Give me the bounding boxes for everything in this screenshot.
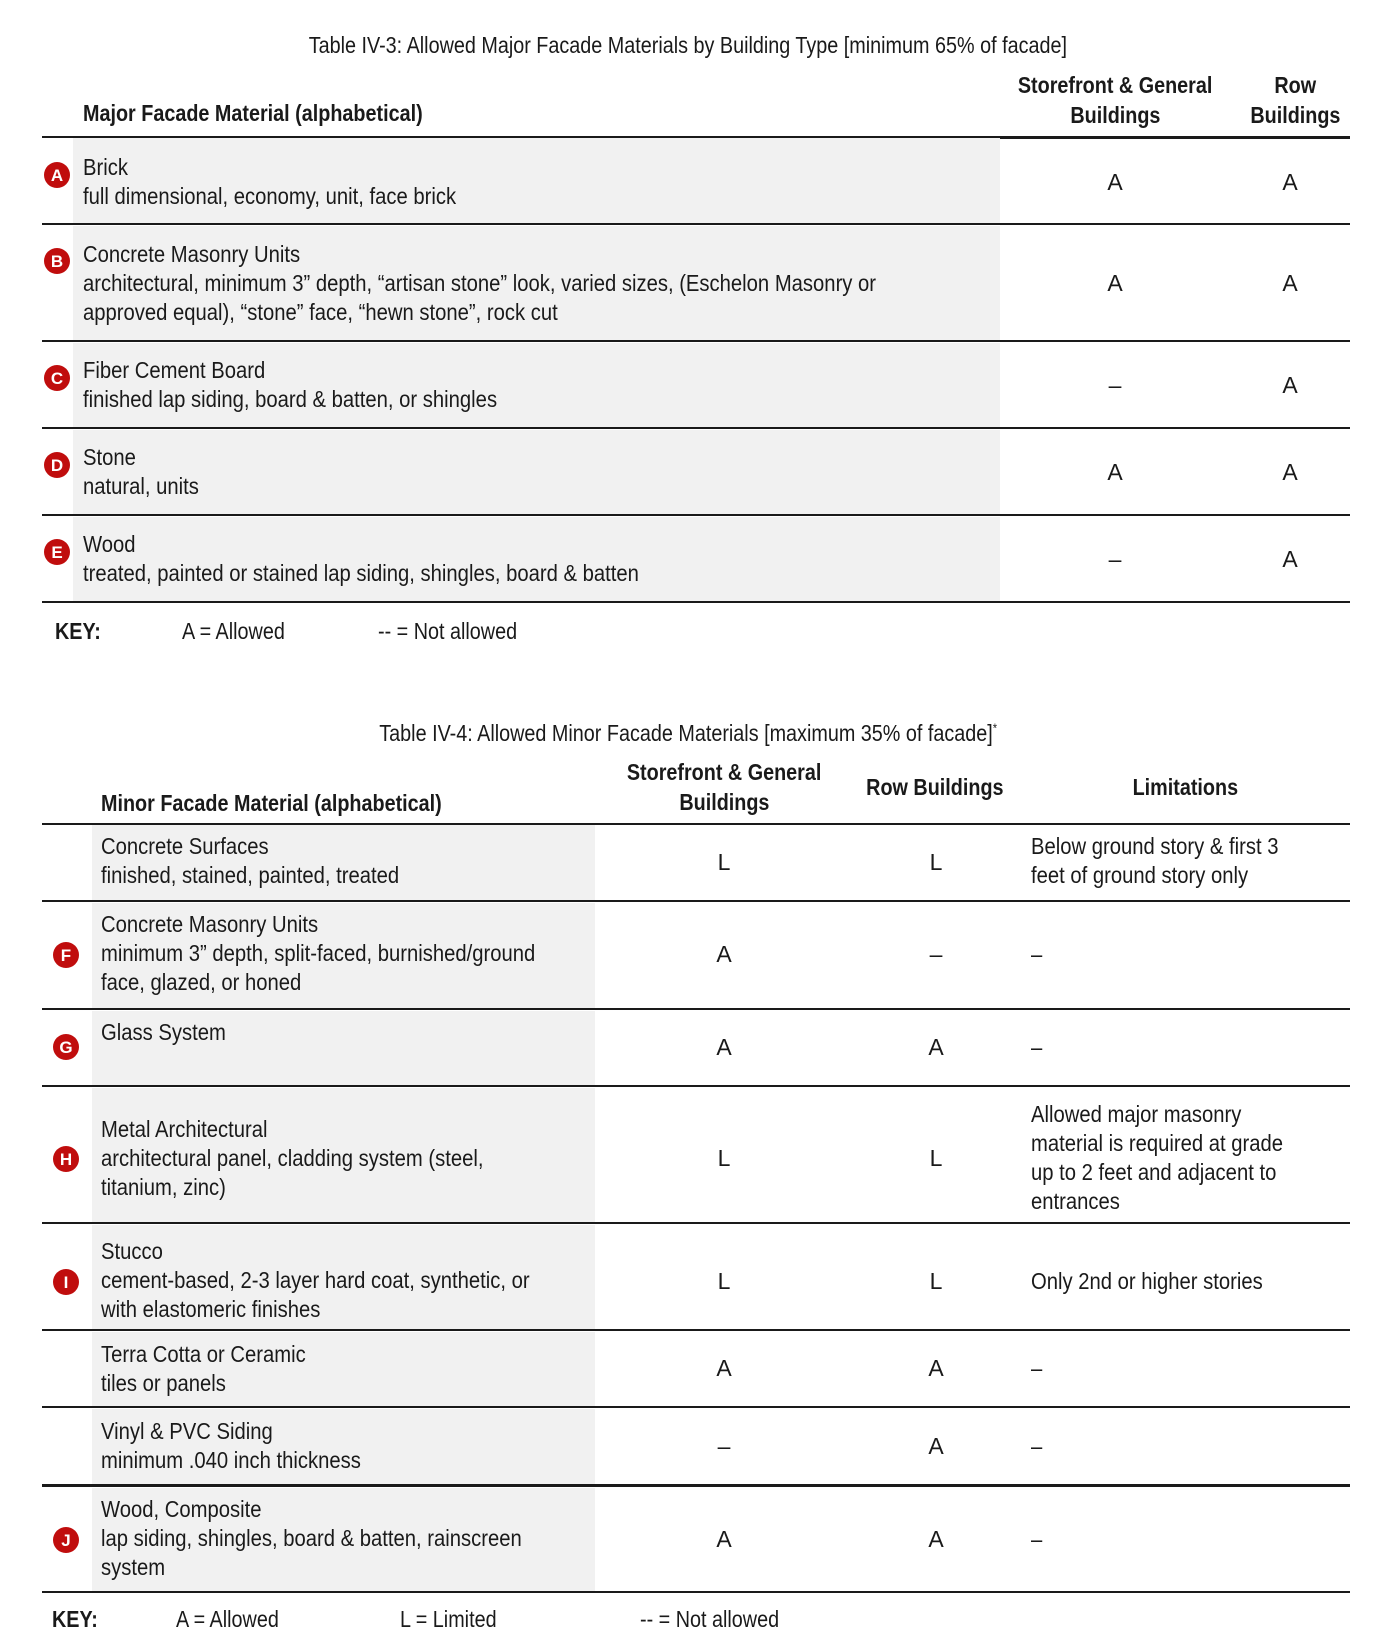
- limitation-text: Below ground story & first 3: [1031, 833, 1279, 859]
- caption-main: Table IV-4: Allowed Minor Facade Materials [maximum 35% of facade]: [379, 720, 993, 746]
- divider: [42, 223, 1350, 225]
- material-cell: [83, 240, 984, 327]
- storefront-value: A: [1107, 270, 1123, 296]
- key-allowed-text: A = Allowed: [176, 1606, 279, 1632]
- divider: [42, 1484, 1350, 1487]
- material-name: Stucco: [101, 1238, 163, 1264]
- storefront-value: L: [717, 1268, 731, 1294]
- header-text: Minor Facade Material (alphabetical): [101, 790, 442, 816]
- material-desc: with elastomeric finishes: [101, 1296, 321, 1322]
- badge-i-icon: I: [53, 1269, 79, 1295]
- column-header-limitations: [1090, 772, 1280, 802]
- material-desc: treated, painted or stained lap siding, shingles, board & batten: [83, 560, 639, 586]
- row-value: A: [928, 1034, 944, 1060]
- divider: [42, 1008, 1350, 1010]
- column-header-storefront: [975, 70, 1255, 130]
- divider: [42, 1406, 1350, 1408]
- limitations-cell: [1031, 1432, 1044, 1461]
- row-value: A: [928, 1526, 944, 1552]
- storefront-value: L: [717, 849, 731, 875]
- material-name: Glass System: [101, 1019, 226, 1045]
- limitations-cell: [1031, 1033, 1044, 1062]
- key-not-allowed-text: -- = Not allowed: [640, 1606, 780, 1632]
- key-allowed: [182, 617, 302, 646]
- limitations-cell: [1031, 1354, 1044, 1383]
- header-text: Storefront & General: [626, 759, 822, 785]
- limitations-cell: [1031, 940, 1044, 969]
- header-text: Row: [1274, 72, 1316, 98]
- row-value: –: [929, 941, 943, 967]
- header-text: Major Facade Material (alphabetical): [83, 100, 423, 126]
- material-cell: [101, 1115, 536, 1202]
- material-name: Concrete Surfaces: [101, 833, 269, 859]
- material-cell: [83, 530, 715, 588]
- storefront-value: –: [1108, 546, 1122, 572]
- limitation-text: –: [1031, 1526, 1043, 1552]
- row-value: A: [1282, 270, 1298, 296]
- limitation-text: Allowed major masonry: [1031, 1101, 1242, 1127]
- material-desc: minimum .040 inch thickness: [101, 1447, 361, 1473]
- key-allowed-text: A = Allowed: [182, 618, 285, 644]
- badge-j-icon: J: [53, 1527, 79, 1553]
- material-desc: natural, units: [83, 473, 199, 499]
- material-name: Stone: [83, 444, 136, 470]
- limitation-text: feet of ground story only: [1031, 862, 1249, 888]
- divider: [1000, 136, 1350, 139]
- material-desc: system: [101, 1554, 166, 1580]
- divider: [42, 514, 1350, 516]
- limitation-text: Only 2nd or higher stories: [1031, 1268, 1263, 1294]
- material-name: Terra Cotta or Ceramic: [101, 1341, 306, 1367]
- column-header-material: [83, 98, 478, 128]
- row-value: A: [1282, 169, 1298, 195]
- badge-g-icon: G: [53, 1034, 79, 1060]
- row-value: A: [928, 1433, 944, 1459]
- storefront-value: L: [717, 1145, 731, 1171]
- material-desc: minimum 3” depth, split-faced, burnished/ground: [101, 940, 536, 966]
- divider: [42, 136, 1000, 138]
- header-text: Limitations: [1132, 774, 1238, 800]
- material-cell: [83, 153, 507, 211]
- badge-d-icon: D: [44, 452, 70, 478]
- column-header-storefront: [584, 757, 864, 817]
- header-text: Buildings: [678, 789, 770, 815]
- badge-f-icon: F: [53, 942, 79, 968]
- material-desc: titanium, zinc): [101, 1174, 226, 1200]
- row-value: L: [929, 1268, 943, 1294]
- limitation-text: up to 2 feet and adjacent to: [1031, 1159, 1277, 1185]
- key-not-allowed: [378, 617, 540, 646]
- material-desc: cement-based, 2-3 layer hard coat, synthetic, or: [101, 1267, 530, 1293]
- material-cell: [83, 356, 554, 414]
- column-header-material: [101, 788, 497, 818]
- divider: [42, 340, 1350, 342]
- caption-footnote-mark: *: [992, 720, 997, 736]
- header-text: Row Buildings: [866, 774, 1004, 800]
- row-value: A: [1282, 459, 1298, 485]
- storefront-value: A: [1107, 169, 1123, 195]
- material-name: Brick: [83, 154, 128, 180]
- storefront-value: A: [716, 941, 732, 967]
- divider: [42, 601, 1350, 603]
- limitation-text: –: [1031, 1355, 1043, 1381]
- material-name: Concrete Masonry Units: [83, 241, 301, 267]
- divider: [42, 1591, 1350, 1593]
- storefront-value: –: [1108, 372, 1122, 398]
- limitations-cell: [1031, 1267, 1294, 1296]
- divider: [42, 427, 1350, 429]
- key-limited: [400, 1605, 512, 1634]
- row-value: A: [1282, 372, 1298, 398]
- column-header-row: [1230, 70, 1360, 130]
- material-desc: architectural, minimum 3” depth, “artisan stone” look, varied sizes, (Eschelon Masonry or: [83, 270, 877, 296]
- material-name: Vinyl & PVC Siding: [101, 1418, 273, 1444]
- material-name: Fiber Cement Board: [83, 357, 266, 383]
- key-label-text: KEY:: [52, 1606, 98, 1632]
- material-cell: [101, 1018, 243, 1047]
- limitation-text: material is required at grade: [1031, 1130, 1284, 1156]
- material-cell: [101, 1495, 579, 1582]
- divider: [42, 1222, 1350, 1224]
- column-header-row: [840, 772, 1030, 802]
- header-text: Buildings: [1249, 102, 1341, 128]
- material-desc: architectural panel, cladding system (steel,: [101, 1145, 484, 1171]
- storefront-value: A: [716, 1355, 732, 1381]
- table-caption: [0, 720, 1376, 747]
- key-label: [55, 617, 108, 646]
- material-name: Wood: [83, 531, 136, 557]
- limitation-text: –: [1031, 1034, 1043, 1060]
- header-text: Storefront & General: [1017, 72, 1213, 98]
- key-limited-text: L = Limited: [400, 1606, 497, 1632]
- material-cell: [83, 443, 215, 501]
- table-caption: [0, 32, 1376, 59]
- material-desc: lap siding, shingles, board & batten, rainscreen: [101, 1525, 522, 1551]
- key-not-allowed: [640, 1605, 802, 1634]
- material-desc: tiles or panels: [101, 1370, 226, 1396]
- badge-e-icon: E: [44, 539, 70, 565]
- material-name: Metal Architectural: [101, 1116, 268, 1142]
- badge-a-icon: A: [44, 162, 70, 188]
- material-desc: face, glazed, or honed: [101, 969, 302, 995]
- material-cell: [101, 1237, 588, 1324]
- key-label: [52, 1605, 105, 1634]
- divider: [42, 823, 1350, 825]
- material-cell: [101, 910, 594, 997]
- material-cell: [101, 1417, 396, 1475]
- limitations-cell: [1031, 1525, 1044, 1554]
- badge-c-icon: C: [44, 365, 70, 391]
- divider: [42, 900, 1350, 902]
- limitations-cell: [1031, 1100, 1317, 1216]
- material-name: Wood, Composite: [101, 1496, 262, 1522]
- storefront-value: –: [717, 1433, 731, 1459]
- limitation-text: entrances: [1031, 1188, 1120, 1214]
- material-cell: [101, 832, 440, 890]
- material-name: Concrete Masonry Units: [101, 911, 319, 937]
- caption-text: [379, 720, 997, 747]
- material-desc: finished, stained, painted, treated: [101, 862, 400, 888]
- storefront-value: A: [1107, 459, 1123, 485]
- badge-h-icon: H: [53, 1146, 79, 1172]
- header-text: Buildings: [1069, 102, 1161, 128]
- badge-b-icon: B: [44, 248, 70, 274]
- material-cell: [101, 1340, 334, 1398]
- key-label-text: KEY:: [55, 618, 101, 644]
- limitation-text: –: [1031, 941, 1043, 967]
- material-desc: full dimensional, economy, unit, face brick: [83, 183, 457, 209]
- limitation-text: –: [1031, 1433, 1043, 1459]
- row-value: A: [1282, 546, 1298, 572]
- material-desc: approved equal), “stone” face, “hewn stone”, rock cut: [83, 299, 558, 325]
- material-desc: finished lap siding, board & batten, or shingles: [83, 386, 498, 412]
- key-not-allowed-text: -- = Not allowed: [378, 618, 518, 644]
- row-value: L: [929, 1145, 943, 1171]
- limitations-cell: [1031, 832, 1312, 890]
- divider: [42, 1329, 1350, 1331]
- key-allowed: [176, 1605, 296, 1634]
- storefront-value: A: [716, 1034, 732, 1060]
- divider: [42, 1085, 1350, 1087]
- caption-text: Table IV-3: Allowed Major Facade Materials by Building Type [minimum 65% of facade]: [308, 32, 1068, 58]
- row-value: A: [928, 1355, 944, 1381]
- row-value: L: [929, 849, 943, 875]
- storefront-value: A: [716, 1526, 732, 1552]
